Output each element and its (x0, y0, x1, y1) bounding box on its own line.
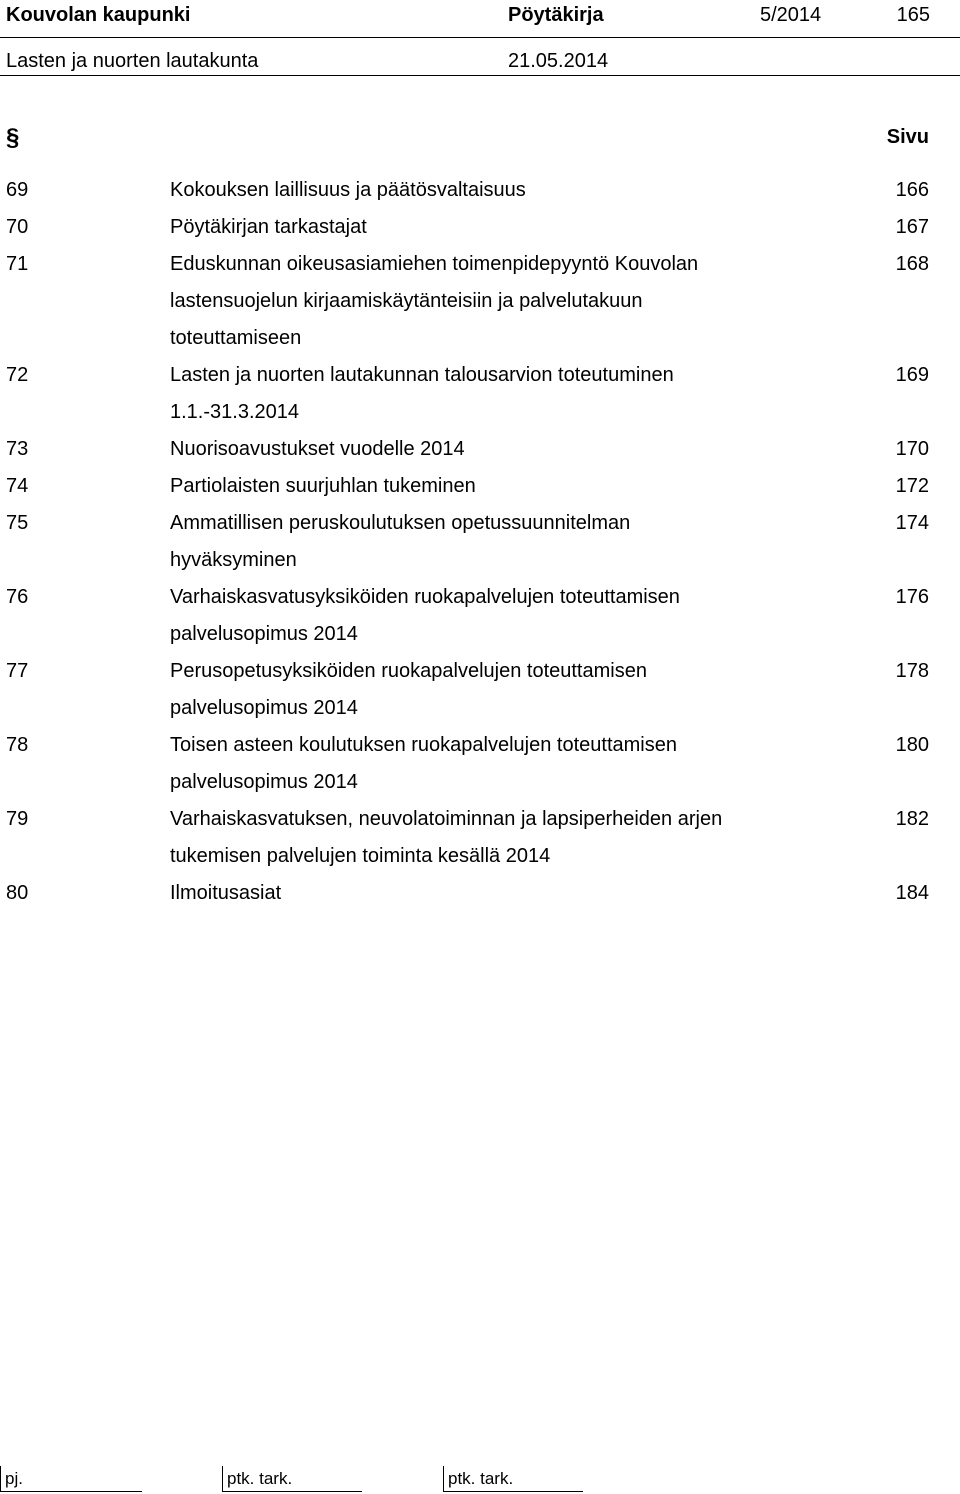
section-number: 76 (6, 586, 29, 608)
section-title-line: Lasten ja nuorten lautakunnan talousarvion toteutuminen (170, 364, 674, 386)
meeting-date: 21.05.2014 (508, 50, 609, 72)
section-page: 180 (895, 734, 929, 756)
section-title (170, 357, 770, 431)
document-header (0, 0, 960, 38)
section-number: 80 (6, 882, 29, 904)
toc-row (0, 468, 960, 505)
toc-row (0, 209, 960, 246)
section-title-line: Eduskunnan oikeusasiamiehen toimenpidepyyntö Kouvolan (170, 253, 699, 275)
toc-row (0, 505, 960, 579)
section-number: 79 (6, 808, 29, 830)
toc-row (0, 357, 960, 431)
section-title-line: hyväksyminen (170, 549, 297, 571)
section-title (170, 468, 770, 505)
section-page: 178 (895, 660, 929, 682)
toc-row (0, 801, 960, 875)
section-title (170, 172, 770, 209)
page-number: 165 (896, 4, 930, 26)
section-title-line: Pöytäkirjan tarkastajat (170, 216, 367, 238)
section-title (170, 801, 770, 875)
section-title-line: toteuttamiseen (170, 327, 302, 349)
section-title-line: Kokouksen laillisuus ja päätösvaltaisuus (170, 179, 526, 201)
section-title (170, 431, 770, 468)
meeting-number: 5/2014 (760, 4, 822, 26)
section-title-line: palvelusopimus 2014 (170, 697, 358, 719)
section-title-line: Toisen asteen koulutuksen ruokapalvelujen toteuttamisen (170, 734, 677, 756)
section-sign-heading: § (6, 124, 20, 151)
section-title-line: Partiolaisten suurjuhlan tukeminen (170, 475, 476, 497)
document-type: Pöytäkirja (508, 4, 604, 26)
board-name: Lasten ja nuorten lautakunta (6, 50, 259, 72)
section-title-line: Ilmoitusasiat (170, 882, 282, 904)
section-title (170, 875, 770, 912)
section-number: 72 (6, 364, 29, 386)
toc-row (0, 431, 960, 468)
toc-row (0, 579, 960, 653)
signature-examiner-1: ptk. tark. (222, 1466, 362, 1492)
section-title-line: Perusopetusyksiköiden ruokapalvelujen toteuttamisen (170, 660, 647, 682)
signature-examiner-2: ptk. tark. (443, 1466, 583, 1492)
section-number: 69 (6, 179, 29, 201)
toc-row (0, 246, 960, 357)
section-number: 71 (6, 253, 29, 275)
section-title-line: Varhaiskasvatusyksiköiden ruokapalvelujen toteuttamisen (170, 586, 680, 608)
document-subheader (0, 38, 960, 76)
section-title-line: palvelusopimus 2014 (170, 623, 358, 645)
section-title-line: palvelusopimus 2014 (170, 771, 358, 793)
section-page: 168 (895, 253, 929, 275)
section-title (170, 579, 770, 653)
section-title-line: 1.1.-31.3.2014 (170, 401, 299, 423)
section-title (170, 727, 770, 801)
section-page: 174 (895, 512, 929, 534)
section-number: 70 (6, 216, 29, 238)
section-page: 184 (895, 882, 929, 904)
table-of-contents (0, 172, 960, 912)
toc-row (0, 875, 960, 912)
section-page: 182 (895, 808, 929, 830)
section-title (170, 209, 770, 246)
section-page: 167 (895, 216, 929, 238)
section-title-line: lastensuojelun kirjaamiskäytänteisiin ja palvelutakuun (170, 290, 643, 312)
section-title (170, 246, 770, 357)
section-title-line: tukemisen palvelujen toiminta kesällä 2014 (170, 845, 551, 867)
section-number: 78 (6, 734, 29, 756)
section-title (170, 653, 770, 727)
toc-row (0, 172, 960, 209)
section-page: 172 (895, 475, 929, 497)
page-column-heading: Sivu (886, 126, 929, 148)
section-number: 74 (6, 475, 29, 497)
section-title-line: Varhaiskasvatuksen, neuvolatoiminnan ja lapsiperheiden arjen (170, 808, 723, 830)
section-page: 169 (895, 364, 929, 386)
section-page: 166 (895, 179, 929, 201)
section-number: 75 (6, 512, 29, 534)
section-title-line: Nuorisoavustukset vuodelle 2014 (170, 438, 465, 460)
signature-chair: pj. (0, 1466, 142, 1492)
section-title (170, 505, 770, 579)
section-page: 176 (895, 586, 929, 608)
organization-name: Kouvolan kaupunki (6, 4, 191, 26)
toc-row (0, 653, 960, 727)
section-title-line: Ammatillisen peruskoulutuksen opetussuunnitelman (170, 512, 631, 534)
section-number: 77 (6, 660, 29, 682)
section-page: 170 (895, 438, 929, 460)
section-number: 73 (6, 438, 29, 460)
toc-row (0, 727, 960, 801)
